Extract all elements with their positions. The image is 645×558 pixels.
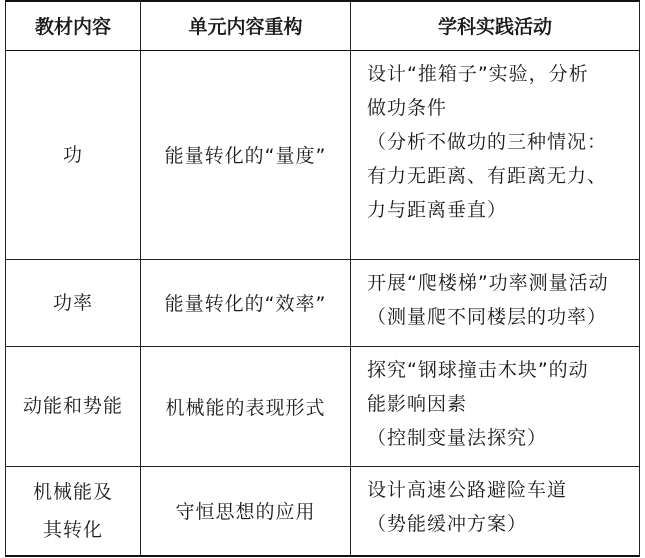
cell-textbook-content [6, 50, 141, 259]
header-unit-reconstruction: 单元内容重构 [141, 1, 351, 50]
cell-text: 能影响因素 [367, 392, 468, 415]
cell-unit-reconstruction: 机械能的表现形式 [141, 346, 351, 466]
cell-unit-reconstruction: 守恒思想的应用 [141, 466, 351, 556]
cell-text: （控制变量法探究） [367, 426, 548, 449]
cell-text: 做功条件 [367, 96, 448, 119]
cell-practice-activity [351, 259, 640, 346]
cell-unit-reconstruction: 能量转化的“量度” [141, 50, 351, 259]
cell-text: 其转化 [42, 518, 103, 541]
cell-text: 功 [62, 143, 83, 166]
cell-text: 开展“爬楼梯”功率测量活动 [367, 271, 609, 294]
cell-practice-activity [351, 346, 640, 466]
cell-text: 探究“钢球撞击木块”的动 [367, 358, 589, 381]
table-row [6, 50, 640, 259]
cell-text: 有力无距离、有距离无力、 [367, 164, 608, 187]
header-practice-activity: 学科实践活动 [351, 1, 640, 50]
table-row [6, 466, 640, 556]
cell-textbook-content [6, 259, 141, 346]
table-row [6, 346, 640, 466]
cell-text: 功率 [52, 291, 93, 314]
cell-text: 动能和势能 [22, 395, 123, 417]
cell-text: （势能缓冲方案） [367, 512, 528, 535]
table-row [6, 259, 640, 346]
table-header-row [6, 1, 640, 50]
cell-textbook-content [6, 466, 141, 556]
cell-text: 设计高速公路避险车道 [367, 478, 568, 501]
header-textbook-content: 教材内容 [6, 1, 141, 50]
cell-unit-reconstruction: 能量转化的“效率” [141, 259, 351, 346]
cell-practice-activity [351, 466, 640, 556]
cell-text: 设计“推箱子”实验，分析 [367, 62, 589, 85]
cell-text: 力与距离垂直） [367, 198, 508, 221]
cell-text: （分析不做功的三种情况： [367, 130, 608, 153]
cell-text: （测量爬不同楼层的功率） [367, 305, 608, 328]
curriculum-table-container [5, 0, 639, 557]
cell-textbook-content [6, 346, 141, 466]
cell-text: 机械能及 [32, 480, 113, 503]
cell-practice-activity [351, 50, 640, 259]
curriculum-table [5, 0, 640, 557]
